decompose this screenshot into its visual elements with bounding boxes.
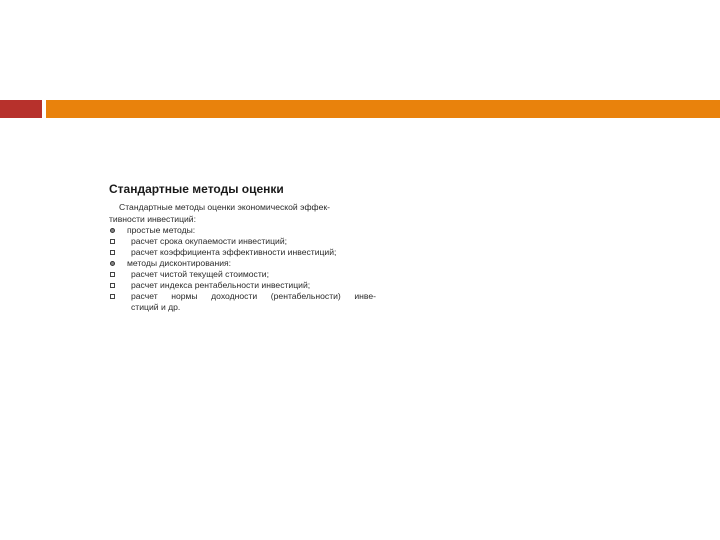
slide-title: Стандартные методы оценки — [109, 182, 284, 196]
round-bullet-icon — [110, 228, 115, 233]
accent-bar-left — [0, 100, 42, 118]
sublist-container — [109, 236, 409, 258]
slide-content — [109, 182, 409, 313]
square-bullet-icon — [110, 283, 115, 288]
square-bullet-icon — [110, 239, 115, 244]
accent-bar-right — [46, 100, 720, 118]
group-label: простые методы: — [127, 225, 196, 235]
intro-paragraph — [109, 201, 394, 225]
list-item — [109, 247, 409, 258]
square-bullet-icon — [110, 272, 115, 277]
list-item-continuation: стиций и др. — [131, 302, 181, 312]
square-bullet-icon — [110, 294, 115, 299]
list-item — [109, 269, 409, 280]
list-item-discount-methods — [109, 258, 409, 269]
intro-line-2: тивности инвестиций: — [109, 214, 196, 224]
list-item — [109, 291, 409, 313]
discount-methods-sublist — [109, 269, 409, 313]
group-label: методы дисконтирования: — [127, 258, 232, 268]
round-bullet-icon — [110, 261, 115, 266]
list-item-text: расчет индекса рентабельности инвестиций; — [131, 280, 311, 290]
square-bullet-icon — [110, 250, 115, 255]
simple-methods-sublist — [109, 236, 409, 258]
methods-list — [109, 225, 409, 313]
list-item-text: расчет нормы доходности (рентабельности) инве- — [131, 291, 376, 301]
sublist-container — [109, 269, 409, 313]
list-item-simple-methods — [109, 225, 409, 236]
list-item — [109, 236, 409, 247]
intro-line-1: Стандартные методы оценки экономической эффек- — [119, 202, 331, 212]
list-item-text: расчет чистой текущей стоимости; — [131, 269, 269, 279]
list-item-text: расчет срока окупаемости инвестиций; — [131, 236, 288, 246]
list-item — [109, 280, 409, 291]
list-item-text: расчет коэффициента эффективности инвестиций; — [131, 247, 337, 257]
